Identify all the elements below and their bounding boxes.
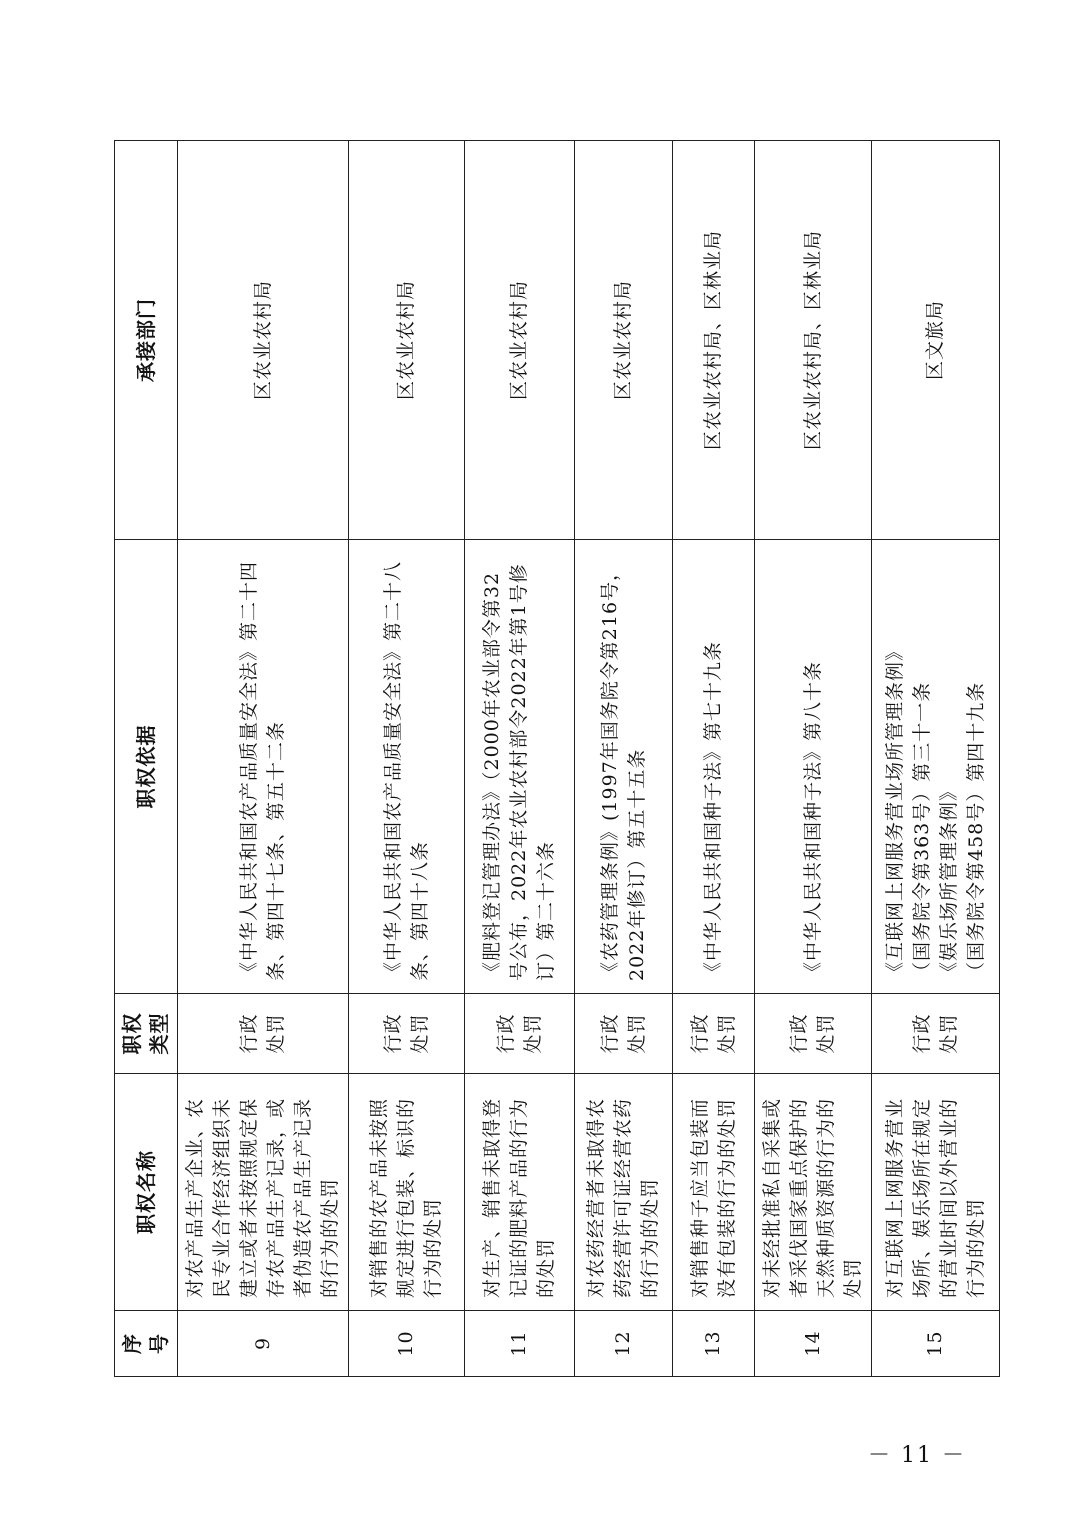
authority-name: 对销售种子应当包装而没有包装的行为的处罚 xyxy=(673,1074,755,1311)
authority-name: 对生产、销售未取得登记证的肥料产品的行为的处罚 xyxy=(465,1074,575,1311)
authority-basis xyxy=(673,540,755,994)
row-number: 9 xyxy=(178,1311,349,1377)
authority-type: 行政处罚 xyxy=(349,994,465,1074)
authority-type: 行政处罚 xyxy=(872,994,1000,1074)
row-number: 10 xyxy=(349,1311,465,1377)
responsible-department: 区农业农村局 xyxy=(465,141,575,540)
table-row xyxy=(349,141,465,1377)
header-name: 职权名称 xyxy=(115,1074,178,1311)
authority-type: 行政处罚 xyxy=(178,994,349,1074)
authority-basis xyxy=(872,540,1000,994)
table-row xyxy=(178,141,349,1377)
table-body xyxy=(178,141,1000,1377)
table-row xyxy=(755,141,872,1377)
authority-name: 对农产品生产企业、农民专业合作经济组织未建立或者未按照规定保存农产品生产记录，或者伪造农产品生产记录的行为的处罚 xyxy=(178,1074,349,1311)
header-basis: 职权依据 xyxy=(115,540,178,994)
responsible-department: 区文旅局 xyxy=(872,141,1000,540)
authority-table xyxy=(114,140,1000,1377)
row-number: 15 xyxy=(872,1311,1000,1377)
basis-line: （国务院令第458号）第四十九条 xyxy=(964,681,987,981)
basis-line: 《中华人民共和国农产品质量安全法》第二十八条、第四十八条 xyxy=(381,560,431,981)
authority-name: 对销售的农产品未按照规定进行包装、标识的行为的处罚 xyxy=(349,1074,465,1311)
rotated-table-container xyxy=(114,141,987,1377)
authority-type: 行政处罚 xyxy=(575,994,673,1074)
responsible-department: 区农业农村局 xyxy=(178,141,349,540)
row-number: 14 xyxy=(755,1311,872,1377)
authority-type: 行政处罚 xyxy=(755,994,872,1074)
responsible-department: 区农业农村局 xyxy=(349,141,465,540)
responsible-department: 区农业农村局 xyxy=(575,141,673,540)
table-row xyxy=(465,141,575,1377)
authority-basis xyxy=(349,540,465,994)
basis-line: 《农药管理条例》(1997年国务院令第216号，2022年修订）第五十五条 xyxy=(598,560,648,981)
responsible-department: 区农业农村局、区林业局 xyxy=(673,141,755,540)
table-row xyxy=(673,141,755,1377)
authority-name: 对互联网上网服务营业场所、娱乐场所在规定的营业时间以外营业的行为的处罚 xyxy=(872,1074,1000,1311)
basis-line: 《互联网上网服务营业场所管理条例》 xyxy=(883,640,906,981)
basis-line: 《中华人民共和国农产品质量安全法》第二十四条、第四十七条、第五十二条 xyxy=(238,560,287,981)
table-row xyxy=(575,141,673,1377)
header-dept: 承接部门 xyxy=(115,141,178,540)
authority-basis xyxy=(465,540,575,994)
authority-name: 对农药经营者未取得农药经营许可证经营农药的行为的处罚 xyxy=(575,1074,673,1311)
basis-line: 《娱乐场所管理条例》 xyxy=(937,780,960,981)
basis-line: 《肥料登记管理办法》（2000年农业部令第32号公布，2022年农业农村部令2022年第1号修订）第二十六条 xyxy=(481,563,557,981)
table-row xyxy=(872,141,1000,1377)
header-type: 职权类型 xyxy=(115,994,178,1074)
basis-line: （国务院令第363号）第三十一条 xyxy=(910,681,933,981)
authority-type: 行政处罚 xyxy=(673,994,755,1074)
authority-basis xyxy=(755,540,872,994)
authority-type: 行政处罚 xyxy=(465,994,575,1074)
authority-basis xyxy=(178,540,349,994)
row-number: 13 xyxy=(673,1311,755,1377)
page-number: － 11 － xyxy=(868,1443,966,1468)
row-number: 11 xyxy=(465,1311,575,1377)
basis-line: 《中华人民共和国种子法》第八十条 xyxy=(801,660,824,981)
responsible-department: 区农业农村局、区林业局 xyxy=(755,141,872,540)
authority-basis xyxy=(575,540,673,994)
basis-line: 《中华人民共和国种子法》第七十九条 xyxy=(702,640,724,981)
row-number: 12 xyxy=(575,1311,673,1377)
authority-name: 对未经批准私自采集或者采伐国家重点保护的天然种质资源的行为的处罚 xyxy=(755,1074,872,1311)
header-no: 序号 xyxy=(115,1311,178,1377)
table-header-row xyxy=(115,141,178,1377)
